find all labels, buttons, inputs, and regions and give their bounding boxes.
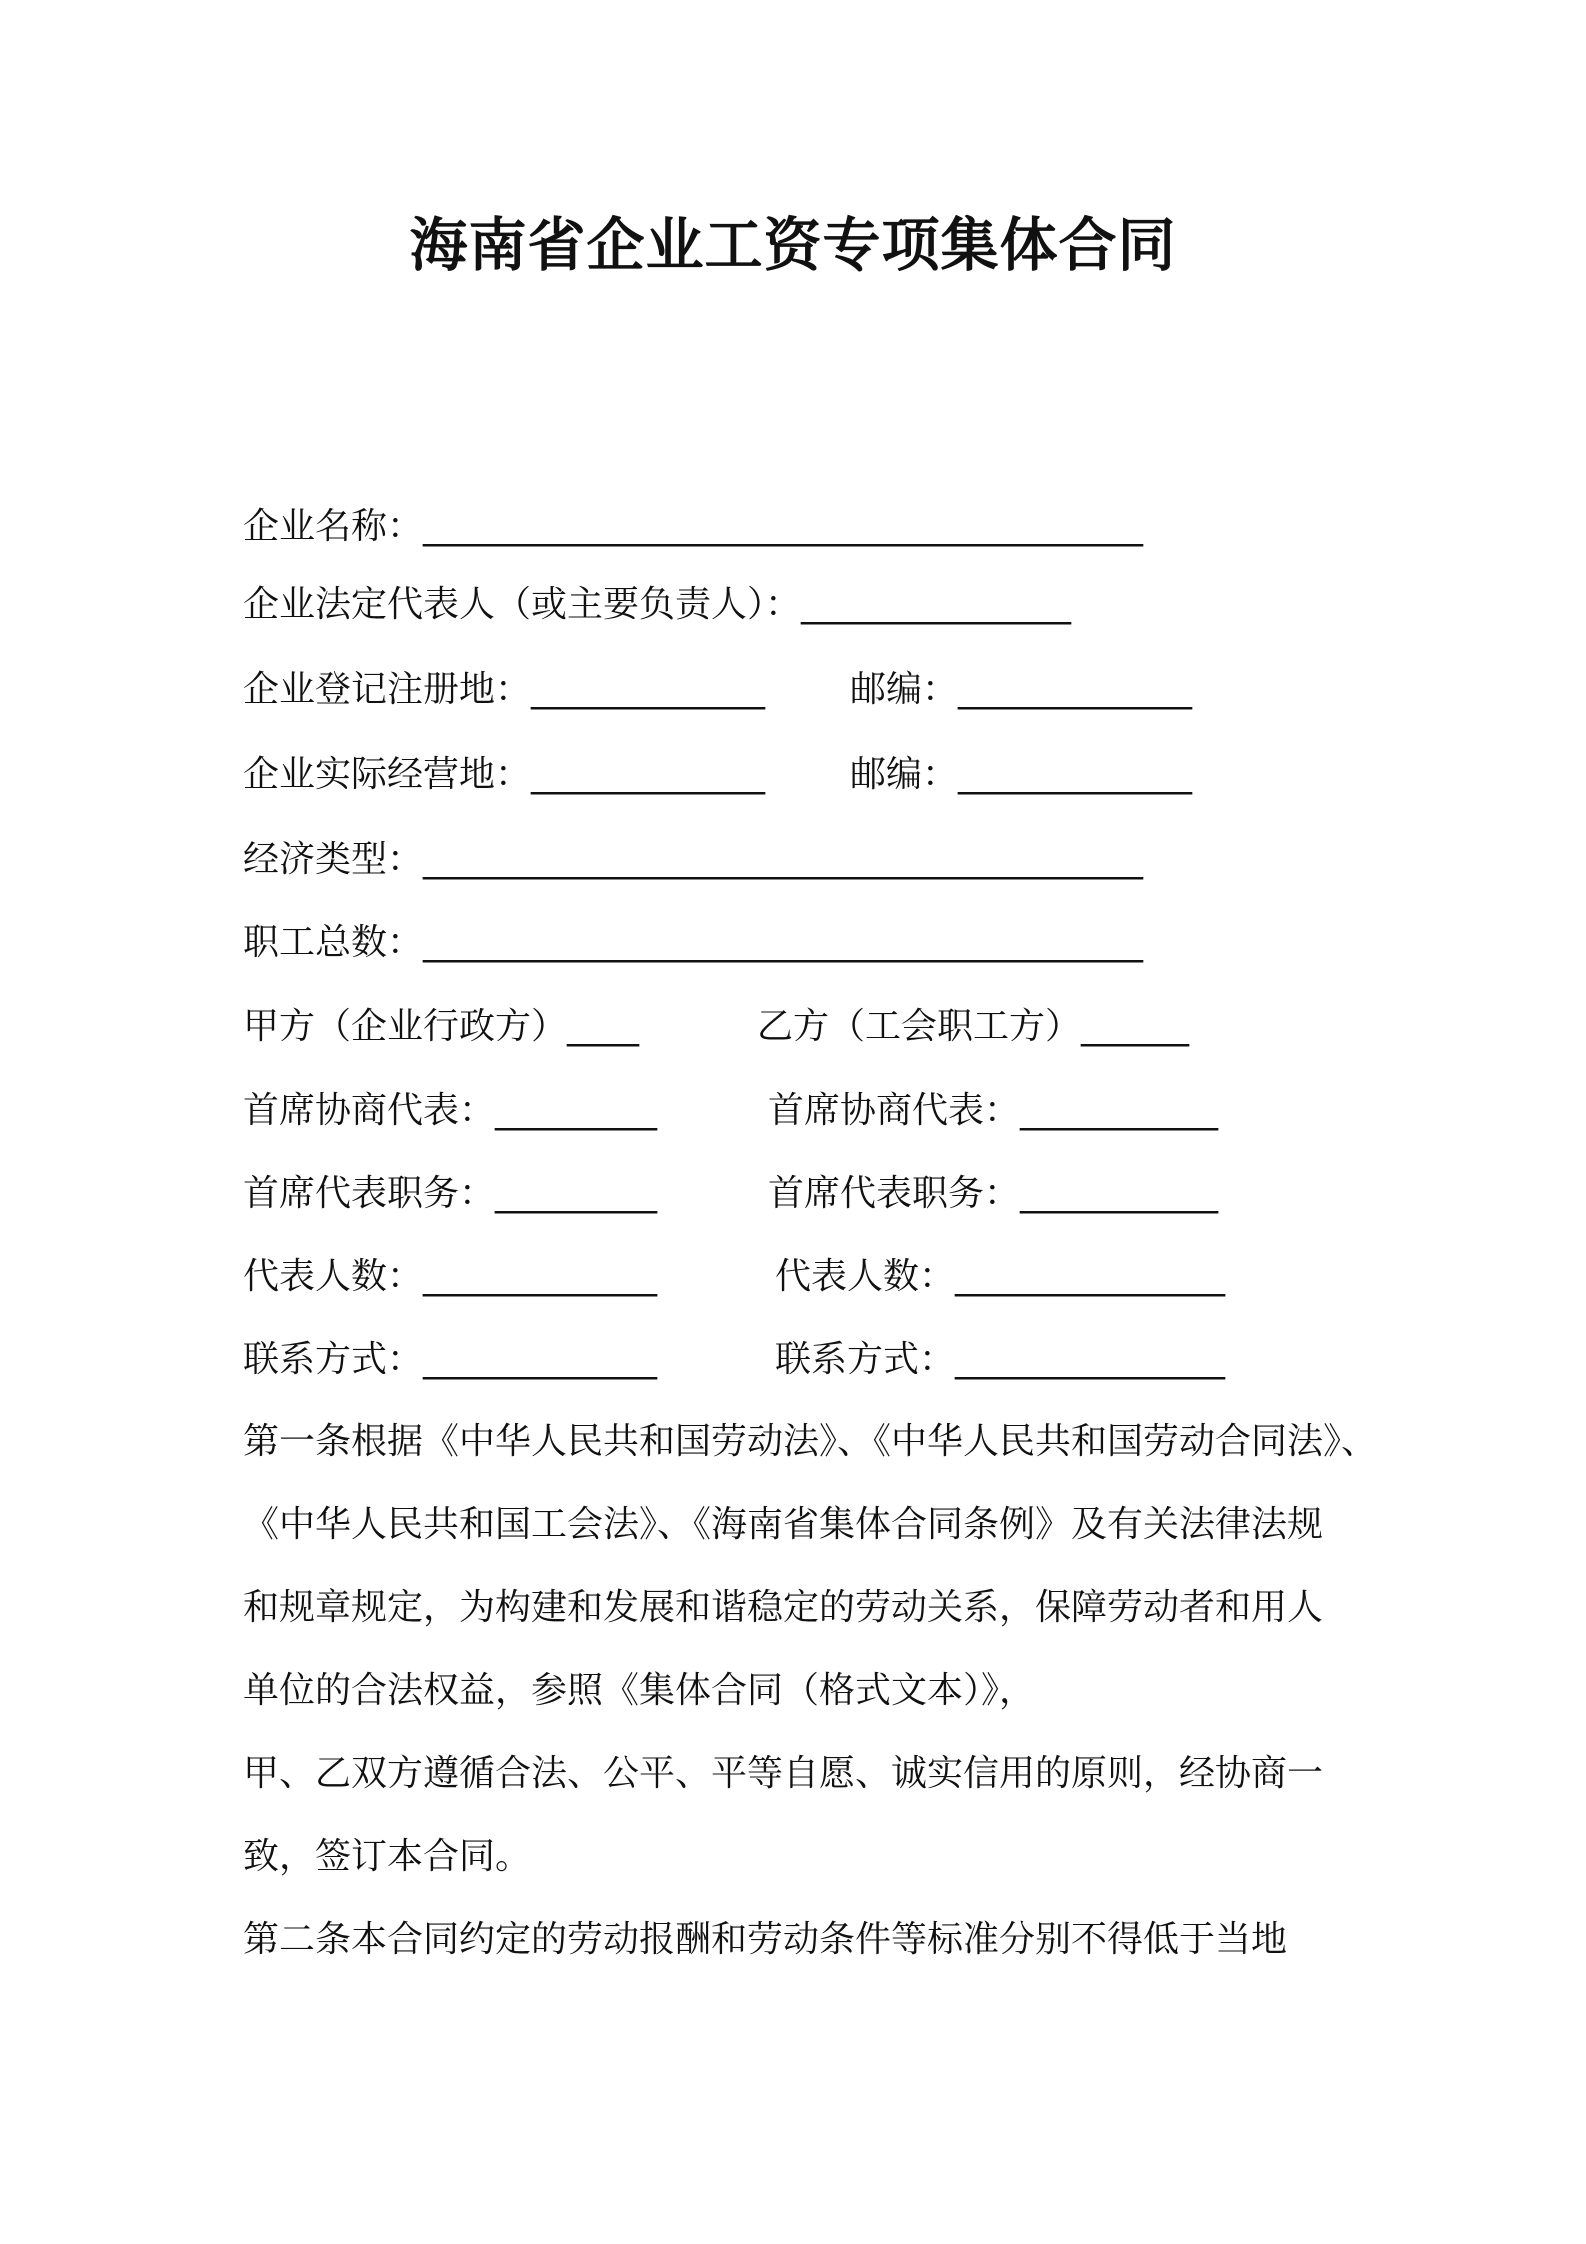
party-a-chief-rep-field: 首席协商代表：_________ <box>243 1090 658 1131</box>
company-name-field: 企业名称：________________________________________ <box>243 506 1144 547</box>
party-a-rep-count-field: 代表人数：_____________ <box>243 1256 658 1297</box>
economic-type-field: 经济类型：________________________________________ <box>243 839 1144 880</box>
actual-postcode-field: 邮编：_____________ <box>850 754 1193 795</box>
article-1-line-6: 致，签订本合同。 <box>243 1836 532 1877</box>
article-1-line-1: 第一条根据《中华人民共和国劳动法》、《中华人民共和国劳动合同法》、 <box>243 1421 1378 1462</box>
party-a-label: 甲方（企业行政方）____ <box>243 1006 640 1047</box>
reg-postcode-field: 邮编：_____________ <box>850 669 1193 710</box>
actual-address-field: 企业实际经营地：_____________ <box>243 754 766 795</box>
legal-rep-field: 企业法定代表人（或主要负责人）：_______________ <box>243 584 1072 625</box>
party-a-chief-title-field: 首席代表职务：_________ <box>243 1173 658 1214</box>
party-b-rep-count-field: 代表人数：_______________ <box>775 1256 1226 1297</box>
party-b-contact-field: 联系方式：_______________ <box>775 1339 1226 1380</box>
article-1-line-5: 甲、乙双方遵循合法、公平、平等自愿、诚实信用的原则，经协商一 <box>243 1753 1324 1794</box>
party-b-chief-rep-field: 首席协商代表：___________ <box>768 1090 1219 1131</box>
party-b-label: 乙方（工会职工方）______ <box>757 1006 1190 1047</box>
party-a-contact-field: 联系方式：_____________ <box>243 1339 658 1380</box>
article-1-line-3: 和规章规定，为构建和发展和谐稳定的劳动关系，保障劳动者和用人 <box>243 1587 1324 1628</box>
reg-address-field: 企业登记注册地：_____________ <box>243 669 766 710</box>
article-1-line-2: 《中华人民共和国工会法》、《海南省集体合同条例》及有关法律法规 <box>243 1504 1324 1545</box>
article-1-line-4: 单位的合法权益，参照《集体合同（格式文本）》， <box>243 1670 1036 1711</box>
article-2-line-1: 第二条本合同约定的劳动报酬和劳动条件等标准分别不得低于当地 <box>243 1919 1288 1960</box>
document-title: 海南省企业工资专项集体合同 <box>409 211 1177 279</box>
total-staff-field: 职工总数：________________________________________ <box>243 922 1144 963</box>
party-b-chief-title-field: 首席代表职务：___________ <box>768 1173 1219 1214</box>
